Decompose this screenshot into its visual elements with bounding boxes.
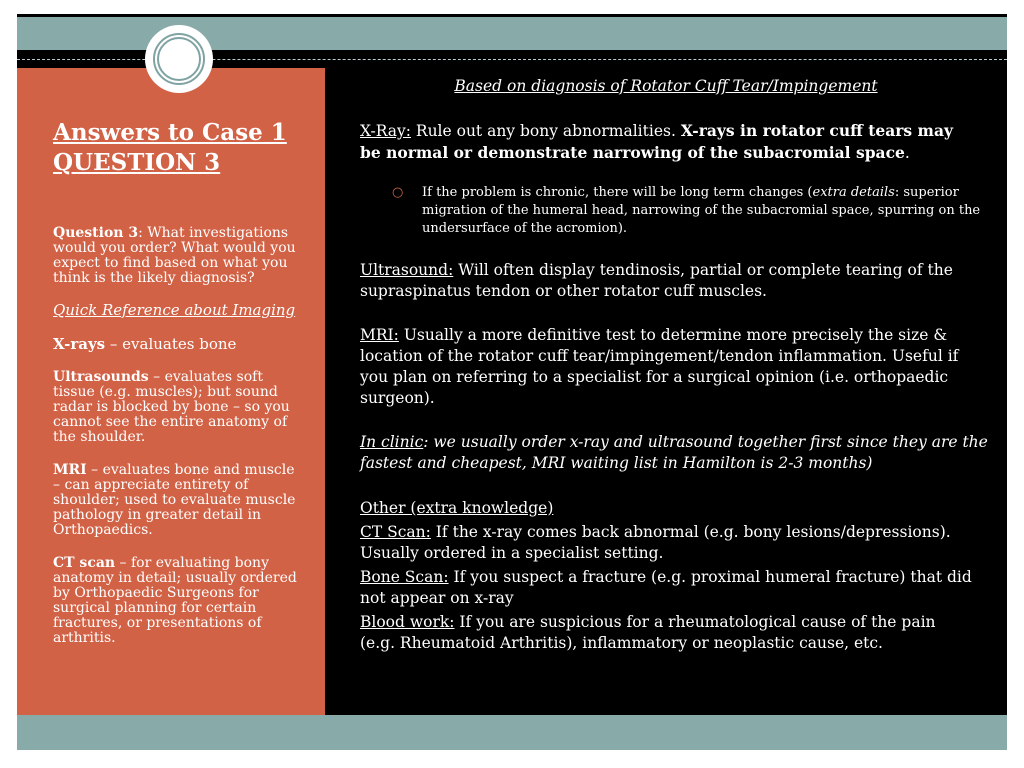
quick-reference-link[interactable]: Quick Reference about Imaging [53, 301, 296, 319]
mri-bullet: MRI: Usually a more definitive test to determine more precisely the size & location of the rotator cuff tear/impingement/tendon inflammation. Useful if you plan on referring to a specialist for a surgical opinion (i.e. orthopaedic surgeon). [360, 326, 959, 407]
page-title: Answers to Case 1 QUESTION 3 [53, 119, 287, 176]
ref-xrays: X-rays – evaluates bone [53, 335, 237, 353]
xray-bullet: X-Ray: Rule out any bony abnormalities. X-rays in rotator cuff tears may be normal or demonstrate narrowing of the subacromial space. [360, 121, 954, 162]
ct-scan-bullet: CT Scan: If the x-ray comes back abnormal (e.g. bony lesions/depressions). Usually ordered in a specialist setting. [360, 523, 951, 562]
ref-ct-scan: CT scan – for evaluating bony anatomy in detail; usually ordered by Orthopaedic Surgeons for surgical planning for certain fractures, or presentations of arthritis. [53, 555, 297, 646]
clinic-note: In clinic: we usually order x-ray and ultrasound together first since they are the fastest and cheapest, MRI waiting list in Hamilton is 2-3 months) [360, 433, 988, 472]
bottom-band [17, 715, 1007, 750]
circle-ornament-icon [145, 25, 213, 93]
question: Question 3: What investigations would you order? What would you expect to find based on what you think is the likely diagnosis? [53, 225, 296, 286]
ultrasound-bullet: Ultrasound: Will often display tendinosis, partial or complete tearing of the supraspinatus tendon or other rotator cuff muscles. [360, 261, 953, 300]
ref-mri: MRI – evaluates bone and muscle – can appreciate entirety of shoulder; used to evaluate muscle pathology in greater detail in Orthopaedics. [53, 462, 296, 538]
ref-ultrasounds: Ultrasounds – evaluates soft tissue (e.g. muscles); but sound radar is blocked by bone – so you cannot see the entire anatomy of the shoulder. [53, 369, 290, 445]
bone-scan-bullet: Bone Scan: If you suspect a fracture (e.g. proximal humeral fracture) that did not appear on x-ray [360, 568, 972, 607]
blood-work-bullet: Blood work: If you are suspicious for a rheumatological cause of the pain (e.g. Rheumatoid Arthritis), inflammatory or neoplastic cause, etc. [360, 613, 936, 652]
xray-sub-bullet: ○ If the problem is chronic, there will be long term changes (extra details: superior migration of the humeral head, narrowing of the subacromial space, spurring on the undersurface of the acromion). [392, 185, 981, 236]
other-heading: Other (extra knowledge) [360, 499, 554, 517]
subtitle: Based on diagnosis of Rotator Cuff Tear/Impingement [454, 77, 878, 95]
